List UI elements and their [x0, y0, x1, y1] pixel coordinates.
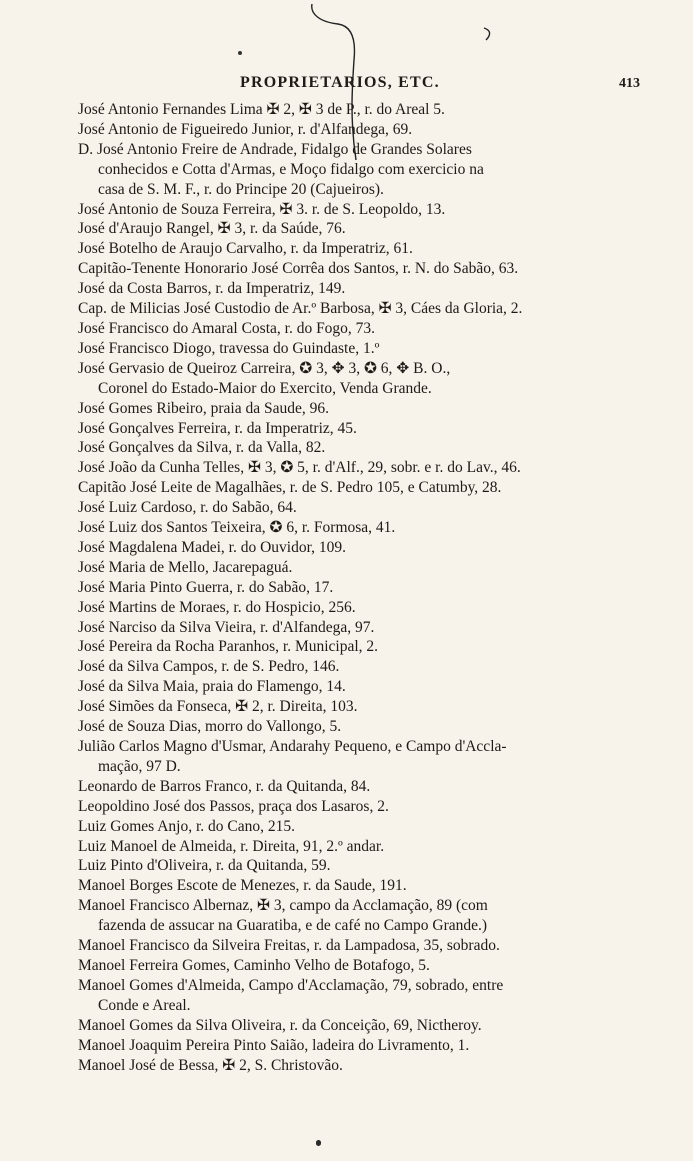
entry-line: José da Costa Barros, r. da Imperatriz, 149. [78, 280, 346, 298]
entry-line: Manoel Francisco da Silveira Freitas, r. da Lampadosa, 35, sobrado. [78, 937, 500, 955]
entry-line: Capitão-Tenente Honorario José Corrêa dos Santos, r. N. do Sabão, 63. [78, 260, 519, 278]
entry-line: José da Silva Maia, praia do Flamengo, 14. [78, 678, 346, 696]
entry-line: Luiz Pinto d'Oliveira, r. da Quitanda, 59. [78, 857, 331, 875]
entry-continuation-line: Conde e Areal. [98, 996, 191, 1014]
entry-line: D. José Antonio Freire de Andrade, Fidalgo de Grandes Solares [78, 140, 472, 158]
entry-line: José de Souza Dias, morro do Vallongo, 5. [78, 718, 342, 736]
entry-line: Leonardo de Barros Franco, r. da Quitanda, 84. [78, 777, 371, 795]
entry-continuation-line: Coronel do Estado-Maior do Exercito, Venda Grande. [98, 379, 432, 397]
entry-line: Manoel Borges Escote de Menezes, r. da Saude, 191. [78, 877, 407, 895]
entry-continuation-line: conhecidos e Cotta d'Armas, e Moço fidalgo com exercicio na [98, 160, 484, 178]
entry-line: José Antonio de Figueiredo Junior, r. d'Alfandega, 69. [78, 120, 413, 138]
entry-line: José Simões da Fonseca, ✠ 2, r. Direita, 103. [78, 698, 358, 716]
page-header [0, 74, 693, 100]
entry-line: José Narciso da Silva Vieira, r. d'Alfandega, 97. [78, 618, 375, 636]
directory-entries [76, 100, 676, 1075]
entry-line: José Botelho de Araujo Carvalho, r. da Imperatriz, 61. [78, 240, 413, 258]
entry-line: Julião Carlos Magno d'Usmar, Andarahy Pequeno, e Campo d'Accla- [78, 738, 507, 755]
entry-line: José Antonio de Souza Ferreira, ✠ 3. r. de S. Leopoldo, 13. [78, 200, 446, 218]
entry-line: Luiz Gomes Anjo, r. do Cano, 215. [78, 817, 295, 835]
entry-line: José Francisco do Amaral Costa, r. do Fogo, 73. [78, 319, 376, 337]
ink-speck [316, 1140, 321, 1146]
entry-line: Luiz Manoel de Almeida, r. Direita, 91, 2.º andar. [78, 837, 385, 855]
entry-line: José Francisco Diogo, travessa do Guindaste, 1.º [78, 339, 380, 357]
entry-continuation-line: fazenda de assucar na Guaratiba, e de café no Campo Grande.) [98, 917, 488, 935]
page-number: 413 [619, 76, 640, 91]
entry-line: José Luiz Cardoso, r. do Sabão, 64. [78, 499, 297, 517]
entry-continuation-line: casa de S. M. F., r. do Principe 20 (Cajueiros). [98, 180, 384, 198]
entry-line: José Magdalena Madei, r. do Ouvidor, 109. [78, 538, 346, 556]
entry-line: José da Silva Campos, r. de S. Pedro, 146. [78, 658, 340, 676]
entry-line: José Maria de Mello, Jacarepaguá. [78, 558, 293, 576]
entry-line: Manoel Ferreira Gomes, Caminho Velho de Botafogo, 5. [78, 956, 430, 974]
entry-line: Manoel Gomes da Silva Oliveira, r. da Conceição, 69, Nictheroy. [78, 1016, 482, 1034]
entry-line: José Gonçalves Ferreira, r. da Imperatriz, 45. [78, 419, 357, 437]
entry-line: Leopoldino José dos Passos, praça dos Lasaros, 2. [78, 797, 389, 815]
entry-line: Capitão José Leite de Magalhães, r. de S. Pedro 105, e Catumby, 28. [78, 479, 502, 497]
entry-line: José Luiz dos Santos Teixeira, ✪ 6, r. Formosa, 41. [78, 519, 396, 537]
entry-line: José Gervasio de Queiroz Carreira, ✪ 3, ✥ 3, ✪ 6, ✥ B. O., [78, 359, 451, 377]
entry-line: José d'Araujo Rangel, ✠ 3, r. da Saúde, 76. [78, 220, 346, 238]
entry-line: Manoel Francisco Albernaz, ✠ 3, campo da Acclamação, 89 (com [78, 897, 488, 915]
entry-line: Cap. de Milicias José Custodio de Ar.º Barbosa, ✠ 3, Cáes da Gloria, 2. [78, 300, 523, 318]
entry-line: Manoel Gomes d'Almeida, Campo d'Acclamação, 79, sobrado, entre [78, 976, 504, 994]
entry-line: José Martins de Moraes, r. do Hospicio, 256. [78, 598, 356, 616]
entry-line: Manoel José de Bessa, ✠ 2, S. Christovão. [78, 1056, 343, 1074]
ink-dot [238, 51, 242, 55]
entry-line: José João da Cunha Telles, ✠ 3, ✪ 5, r. d'Alf., 29, sobr. e r. do Lav., 46. [78, 459, 521, 477]
page-title: PROPRIETARIOS, ETC. [240, 74, 440, 91]
entry-line: José Gonçalves da Silva, r. da Valla, 82. [78, 439, 326, 457]
entry-line: José Antonio Fernandes Lima ✠ 2, ✠ 3 de P., r. do Areal 5. [78, 101, 445, 118]
entry-continuation-line: mação, 97 D. [98, 757, 181, 775]
entry-line: José Gomes Ribeiro, praia da Saude, 96. [78, 399, 329, 417]
entry-line: José Pereira da Rocha Paranhos, r. Municipal, 2. [78, 638, 379, 656]
entry-line: Manoel Joaquim Pereira Pinto Saião, ladeira do Livramento, 1. [78, 1036, 470, 1054]
entry-line: José Maria Pinto Guerra, r. do Sabão, 17. [78, 578, 334, 596]
